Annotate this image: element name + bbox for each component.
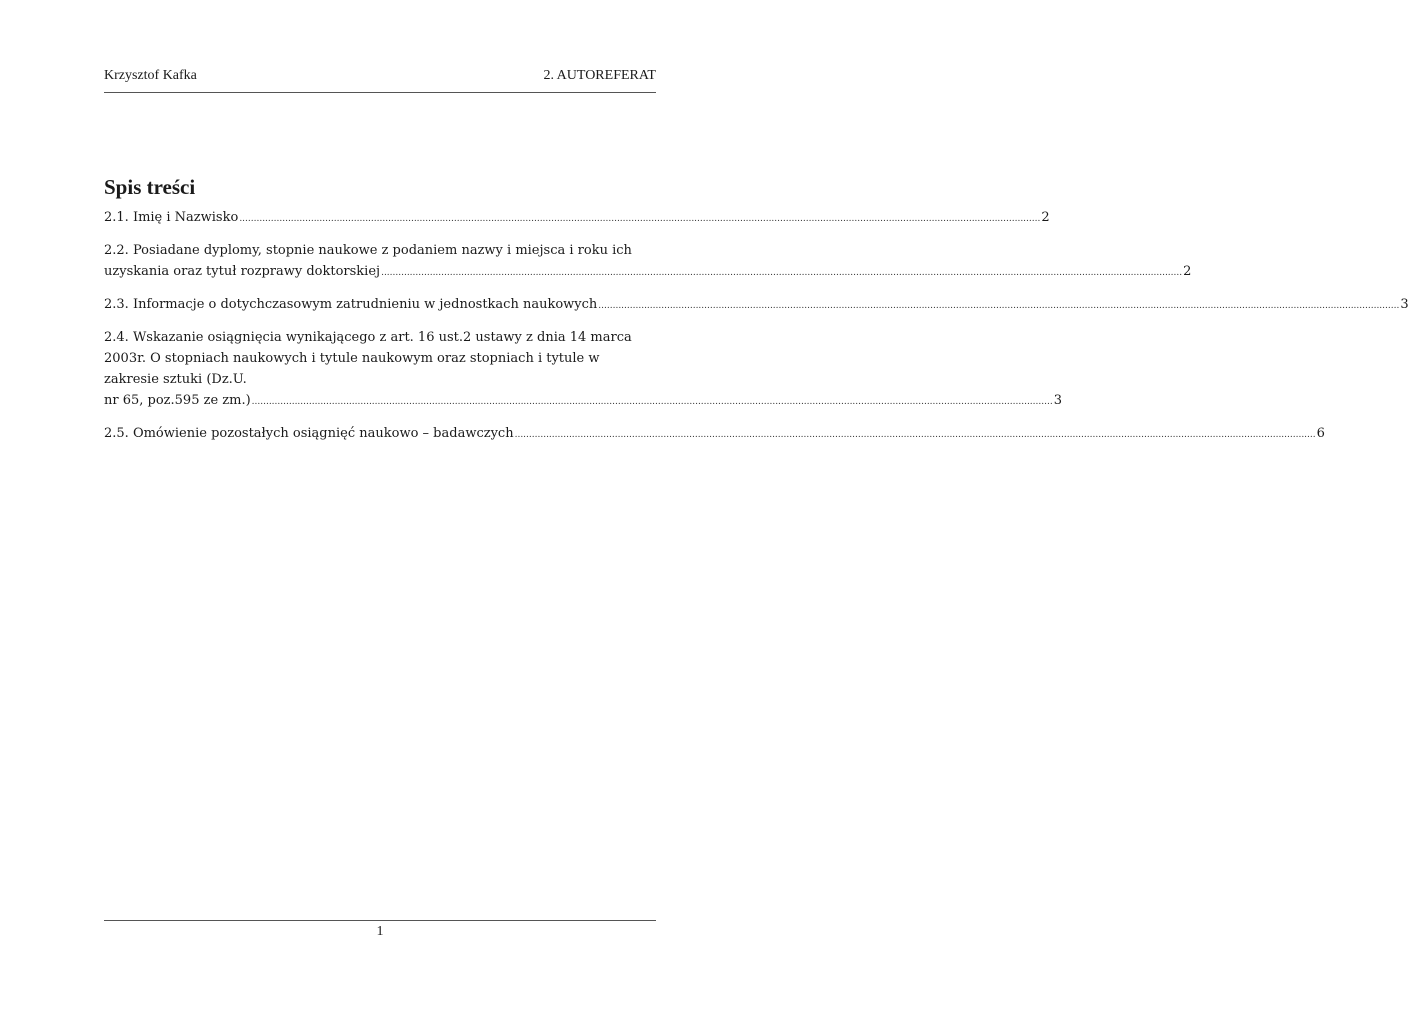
toc-entry-text: 2.3. Informacje o dotychczasowym zatrudnieniu w jednostkach naukowych (104, 297, 598, 312)
toc-page-number: 3 (1400, 297, 1409, 312)
toc-page-number: 2 (1041, 210, 1050, 225)
toc-page-number: 2 (1183, 264, 1192, 279)
toc-entry-2-2[interactable] (104, 240, 1192, 284)
toc-dot-leader (239, 209, 1040, 230)
toc-dot-leader (252, 392, 1053, 413)
header-divider (104, 92, 656, 93)
toc-dot-leader (515, 425, 1316, 446)
table-of-contents (104, 207, 1409, 456)
header-author: Krzysztof Kafka (104, 68, 197, 83)
toc-entry-text: uzyskania oraz tytuł rozprawy doktorskiej (104, 264, 381, 279)
toc-entry-text-lead: 2.4. Wskazanie osiągnięcia wynikającego z art. 16 ust.2 ustawy z dnia 14 marca 2003r. O stopniach naukowych i tytule naukowym oraz stopniach i tytule w zakresie sztuki (Dz.U. (104, 330, 632, 387)
toc-entry-2-4[interactable] (104, 327, 1062, 413)
toc-entry-2-5[interactable] (104, 423, 1325, 446)
page-header (104, 68, 656, 84)
toc-entry-text: 2.5. Omówienie pozostałych osiągnięć naukowo – badawczych (104, 426, 514, 441)
footer-divider (104, 920, 656, 921)
toc-entry-text: 2.1. Imię i Nazwisko (104, 210, 239, 225)
toc-dot-leader (598, 296, 1399, 317)
toc-page-number: 6 (1316, 426, 1325, 441)
toc-title: Spis treści (104, 175, 196, 199)
toc-entry-2-1[interactable] (104, 207, 1050, 230)
header-section: 2. AUTOREFERAT (543, 68, 656, 83)
toc-entry-text: nr 65, poz.595 ze zm.) (104, 393, 251, 408)
toc-dot-leader (381, 263, 1182, 284)
page-number: 1 (376, 924, 384, 939)
toc-entry-text-lead: 2.2. Posiadane dyplomy, stopnie naukowe z podaniem nazwy i miejsca i roku ich (104, 243, 632, 258)
toc-entry-2-3[interactable] (104, 294, 1409, 317)
toc-page-number: 3 (1053, 393, 1062, 408)
